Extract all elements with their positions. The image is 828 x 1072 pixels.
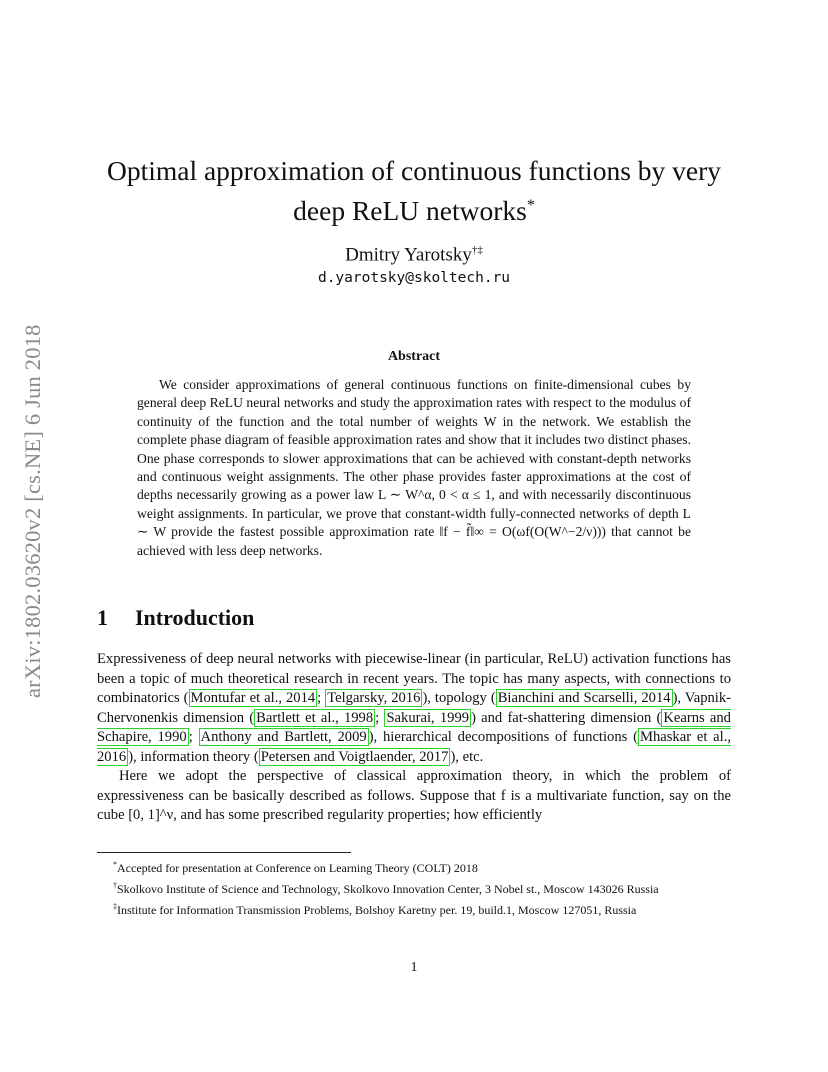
text-run: ) and fat-shattering dimension ( xyxy=(471,709,662,726)
footnote-text: Institute for Information Transmission Problems, Bolshoy Karetny per. 19, build.1, Moscow 127051, Russia xyxy=(117,903,637,917)
footnote-text: Skolkovo Institute of Science and Technology, Skolkovo Innovation Center, 3 Nobel st., Moscow 143026 Russia xyxy=(117,882,659,896)
author-email[interactable]: d.yarotsky@skoltech.ru xyxy=(317,270,511,286)
title-line-2: deep ReLU networks xyxy=(293,195,527,227)
citation-link[interactable]: Anthony and Bartlett, 2009 xyxy=(200,729,367,745)
text-run: ; xyxy=(188,729,199,745)
citation-link[interactable]: Sakurai, 1999 xyxy=(386,709,470,726)
text-run: ; xyxy=(317,690,326,706)
footnote-mark: * xyxy=(113,860,117,869)
text-run: ; xyxy=(375,709,385,726)
intro-body xyxy=(97,650,731,826)
title-line-1: Optimal approximation of continuous functions by very xyxy=(106,155,722,186)
intro-paragraph-1 xyxy=(97,650,731,767)
footnote-2 xyxy=(97,878,731,897)
footnote-text: Accepted for presentation at Conference on Learning Theory (COLT) 2018 xyxy=(117,861,478,875)
author-name: Dmitry Yarotsky xyxy=(345,244,472,266)
citation-link[interactable]: Bianchini and Scarselli, 2014 xyxy=(497,690,671,706)
footnotes xyxy=(97,857,731,920)
text-run: ), Vapnik-Chervonenkis dimension ( xyxy=(97,690,731,726)
text-run: ), topology ( xyxy=(422,690,496,706)
footnote-rule xyxy=(97,852,351,853)
paper-title xyxy=(60,153,768,228)
section-number: 1 xyxy=(97,605,108,630)
author-marks: †‡ xyxy=(471,244,483,256)
citation-link[interactable]: Mhaskar et al., 2016 xyxy=(97,729,731,765)
intro-paragraph-2: Here we adopt the perspective of classical approximation theory, in which the problem of expressiveness can be basically described as follows. Suppose that f is a multivariate function, say on the cube [0, 1]^ν, and has some prescribed regularity properties; how efficiently xyxy=(97,768,731,823)
author-line xyxy=(0,244,828,266)
citation-link[interactable]: Kearns and Schapire, 1990 xyxy=(97,709,731,745)
footnote-3 xyxy=(97,899,731,918)
citation-link[interactable]: Bartlett et al., 1998 xyxy=(256,709,374,726)
footnote-mark: † xyxy=(113,881,117,890)
section-heading xyxy=(97,605,254,631)
citation-link[interactable]: Montufar et al., 2014 xyxy=(190,690,316,706)
page-number: 1 xyxy=(410,960,418,975)
footnote-1 xyxy=(97,857,731,876)
footnote-mark: ‡ xyxy=(113,902,117,911)
citation-link[interactable]: Petersen and Voigtlaender, 2017 xyxy=(260,748,449,765)
text-run: ), information theory ( xyxy=(128,748,259,765)
citation-link[interactable]: Telgarsky, 2016 xyxy=(327,690,421,706)
abstract-heading: Abstract xyxy=(387,349,441,364)
text-run: ), etc. xyxy=(450,748,484,765)
abstract-text: We consider approximations of general continuous functions on finite-dimensional cubes by general deep ReLU neural networks and study the approximation rates with respect to the modulus of continuity of the function and the total number of weights W in the network. We establish the complete phase diagram of feasible approximation rates and show that it includes two distinct phases. One phase corresponds to slower approximations that can be achieved with constant-depth networks and continuous weight assignments. The other phase provides faster approximations at the cost of depths necessarily growing as a power law L ∼ W^α, 0 < α ≤ 1, and with necessarily discontinuous weight assignments. In particular, we prove that constant-width fully-connected networks of depth L ∼ W provide the fastest possible approximation rate ‖f − f̃‖∞ = O(ωf(O(W^−2/ν))) that cannot be achieved with less deep networks. xyxy=(137,377,691,558)
title-footnote-mark: * xyxy=(526,197,535,214)
text-run: Expressiveness of deep neural networks with piecewise-linear (in particular, ReLU) activation functions has been a topic of much theoretical research in recent years. The topic has many aspects, with connections to combinatorics ( xyxy=(97,651,731,706)
section-title: Introduction xyxy=(135,605,255,630)
arxiv-identifier: arXiv:1802.03620v2 [cs.NE] 6 Jun 2018 xyxy=(20,324,45,698)
text-run: ), hierarchical decompositions of functions ( xyxy=(368,729,638,745)
